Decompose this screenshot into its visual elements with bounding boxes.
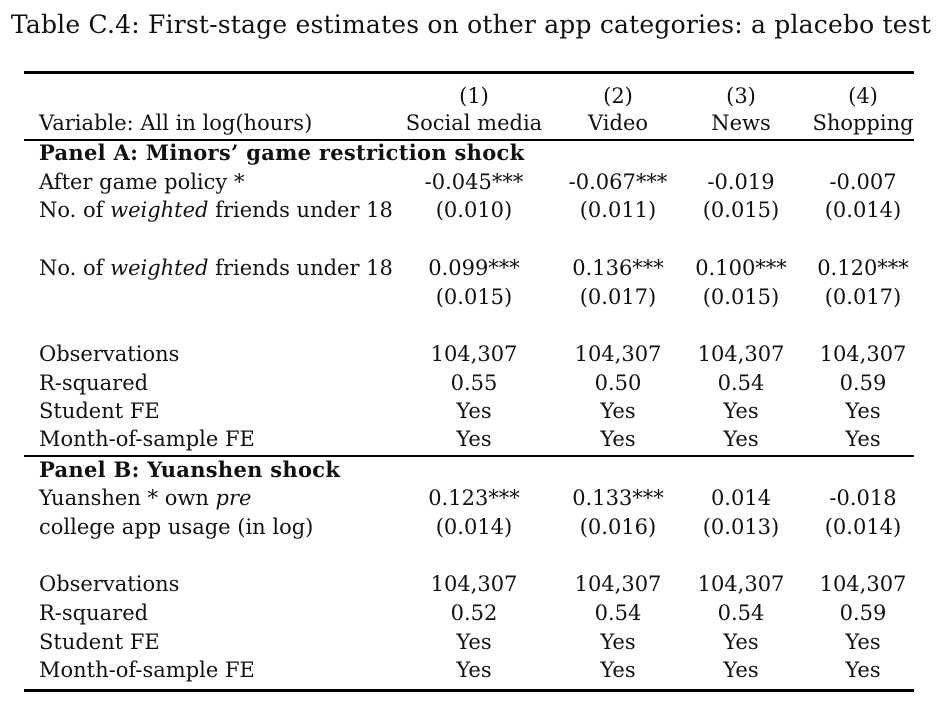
table-cell: Yes bbox=[600, 399, 636, 423]
table-row bbox=[0, 196, 942, 224]
table-cell: (0.013) bbox=[702, 515, 780, 539]
row-label: Student FE bbox=[39, 399, 160, 423]
table-cell: Yes bbox=[456, 399, 492, 423]
table-cell: -0.007 bbox=[829, 170, 897, 194]
column-number: (1) bbox=[459, 84, 489, 108]
column-number: (3) bbox=[726, 84, 756, 108]
table-row bbox=[0, 570, 942, 598]
table-row bbox=[0, 397, 942, 425]
column-number: (2) bbox=[603, 84, 633, 108]
row-label: college app usage (in log) bbox=[39, 515, 314, 539]
table-cell: (0.014) bbox=[824, 515, 902, 539]
column-name: Video bbox=[587, 111, 649, 135]
table-cell: 104,307 bbox=[697, 342, 785, 366]
table-cell: -0.067*** bbox=[568, 170, 668, 194]
table-row bbox=[0, 340, 942, 368]
table-row bbox=[0, 283, 942, 311]
column-name: News bbox=[711, 111, 771, 135]
table-cell: 0.133*** bbox=[572, 486, 664, 510]
table-row bbox=[0, 254, 942, 282]
table-cell: 104,307 bbox=[430, 572, 518, 596]
table-cell: 0.136*** bbox=[572, 256, 664, 280]
table-caption: Table C.4: First-stage estimates on other app categories: a placebo test bbox=[10, 10, 932, 39]
table-cell: Yes bbox=[600, 658, 636, 682]
table-cell: (0.015) bbox=[702, 285, 780, 309]
row-label: Yuanshen * own pre bbox=[39, 486, 252, 510]
row-label: R-squared bbox=[39, 371, 149, 395]
table-cell: 0.099*** bbox=[428, 256, 520, 280]
table-cell: 104,307 bbox=[574, 342, 662, 366]
row-label: Month-of-sample FE bbox=[39, 658, 255, 682]
bottom-rule bbox=[24, 689, 914, 692]
table-cell: 0.54 bbox=[717, 371, 765, 395]
table-cell: -0.045*** bbox=[424, 170, 524, 194]
panel-b-title: Panel B: Yuanshen shock bbox=[39, 457, 341, 482]
row-label: No. of weighted friends under 18 bbox=[39, 198, 393, 222]
table-cell: 104,307 bbox=[697, 572, 785, 596]
table-cell: 0.59 bbox=[839, 601, 887, 625]
table-row bbox=[0, 484, 942, 512]
table-cell: Yes bbox=[723, 427, 759, 451]
table-cell: 104,307 bbox=[430, 342, 518, 366]
table-cell: (0.015) bbox=[435, 285, 513, 309]
table-cell: 0.123*** bbox=[428, 486, 520, 510]
table-cell: (0.017) bbox=[824, 285, 902, 309]
table-cell: (0.014) bbox=[824, 198, 902, 222]
table-cell: Yes bbox=[456, 658, 492, 682]
table-row bbox=[0, 369, 942, 397]
table-cell: (0.010) bbox=[435, 198, 513, 222]
panel-a-title-row bbox=[0, 139, 942, 167]
table-cell: Yes bbox=[845, 427, 881, 451]
table-cell: Yes bbox=[723, 658, 759, 682]
row-label: Observations bbox=[39, 572, 180, 596]
panel-a-title: Panel A: Minors’ game restriction shock bbox=[39, 140, 525, 165]
table-cell: 0.52 bbox=[450, 601, 498, 625]
table-cell: 0.54 bbox=[717, 601, 765, 625]
table-cell: Yes bbox=[845, 658, 881, 682]
table-cell: 0.100*** bbox=[695, 256, 787, 280]
top-rule bbox=[24, 71, 914, 74]
column-name: Social media bbox=[405, 111, 543, 135]
table-cell: Yes bbox=[600, 630, 636, 654]
row-label: Observations bbox=[39, 342, 180, 366]
table-cell: 0.50 bbox=[594, 371, 642, 395]
table-cell: (0.014) bbox=[435, 515, 513, 539]
table-cell: 104,307 bbox=[819, 572, 907, 596]
table-cell: 104,307 bbox=[819, 342, 907, 366]
table-cell: -0.018 bbox=[829, 486, 897, 510]
row-label: After game policy * bbox=[39, 170, 245, 194]
table-cell: Yes bbox=[600, 427, 636, 451]
header-numbers-row bbox=[0, 82, 942, 110]
table-row bbox=[0, 628, 942, 656]
table-cell: -0.019 bbox=[707, 170, 775, 194]
row-label: Month-of-sample FE bbox=[39, 427, 255, 451]
table-cell: (0.015) bbox=[702, 198, 780, 222]
table-cell: (0.011) bbox=[579, 198, 657, 222]
table-cell: 0.55 bbox=[450, 371, 498, 395]
table-row bbox=[0, 656, 942, 684]
column-name: Shopping bbox=[812, 111, 914, 135]
panel-b-title-row bbox=[0, 456, 942, 484]
column-number: (4) bbox=[848, 84, 878, 108]
table-row bbox=[0, 513, 942, 541]
row-label: No. of weighted friends under 18 bbox=[39, 256, 393, 280]
table-cell: Yes bbox=[456, 630, 492, 654]
table-cell: 0.54 bbox=[594, 601, 642, 625]
row-label: R-squared bbox=[39, 601, 149, 625]
table-cell: Yes bbox=[845, 399, 881, 423]
table-cell: Yes bbox=[845, 630, 881, 654]
table-row bbox=[0, 168, 942, 196]
variable-label: Variable: All in log(hours) bbox=[39, 111, 313, 135]
row-label: Student FE bbox=[39, 630, 160, 654]
table-cell: 0.120*** bbox=[817, 256, 909, 280]
table-cell: (0.016) bbox=[579, 515, 657, 539]
table-cell: 104,307 bbox=[574, 572, 662, 596]
table-row bbox=[0, 599, 942, 627]
table-cell: Yes bbox=[723, 399, 759, 423]
table-cell: 0.59 bbox=[839, 371, 887, 395]
table-cell: Yes bbox=[456, 427, 492, 451]
table-cell: (0.017) bbox=[579, 285, 657, 309]
table-cell: 0.014 bbox=[710, 486, 772, 510]
table-row bbox=[0, 425, 942, 453]
header-names-row bbox=[0, 109, 942, 137]
table-cell: Yes bbox=[723, 630, 759, 654]
